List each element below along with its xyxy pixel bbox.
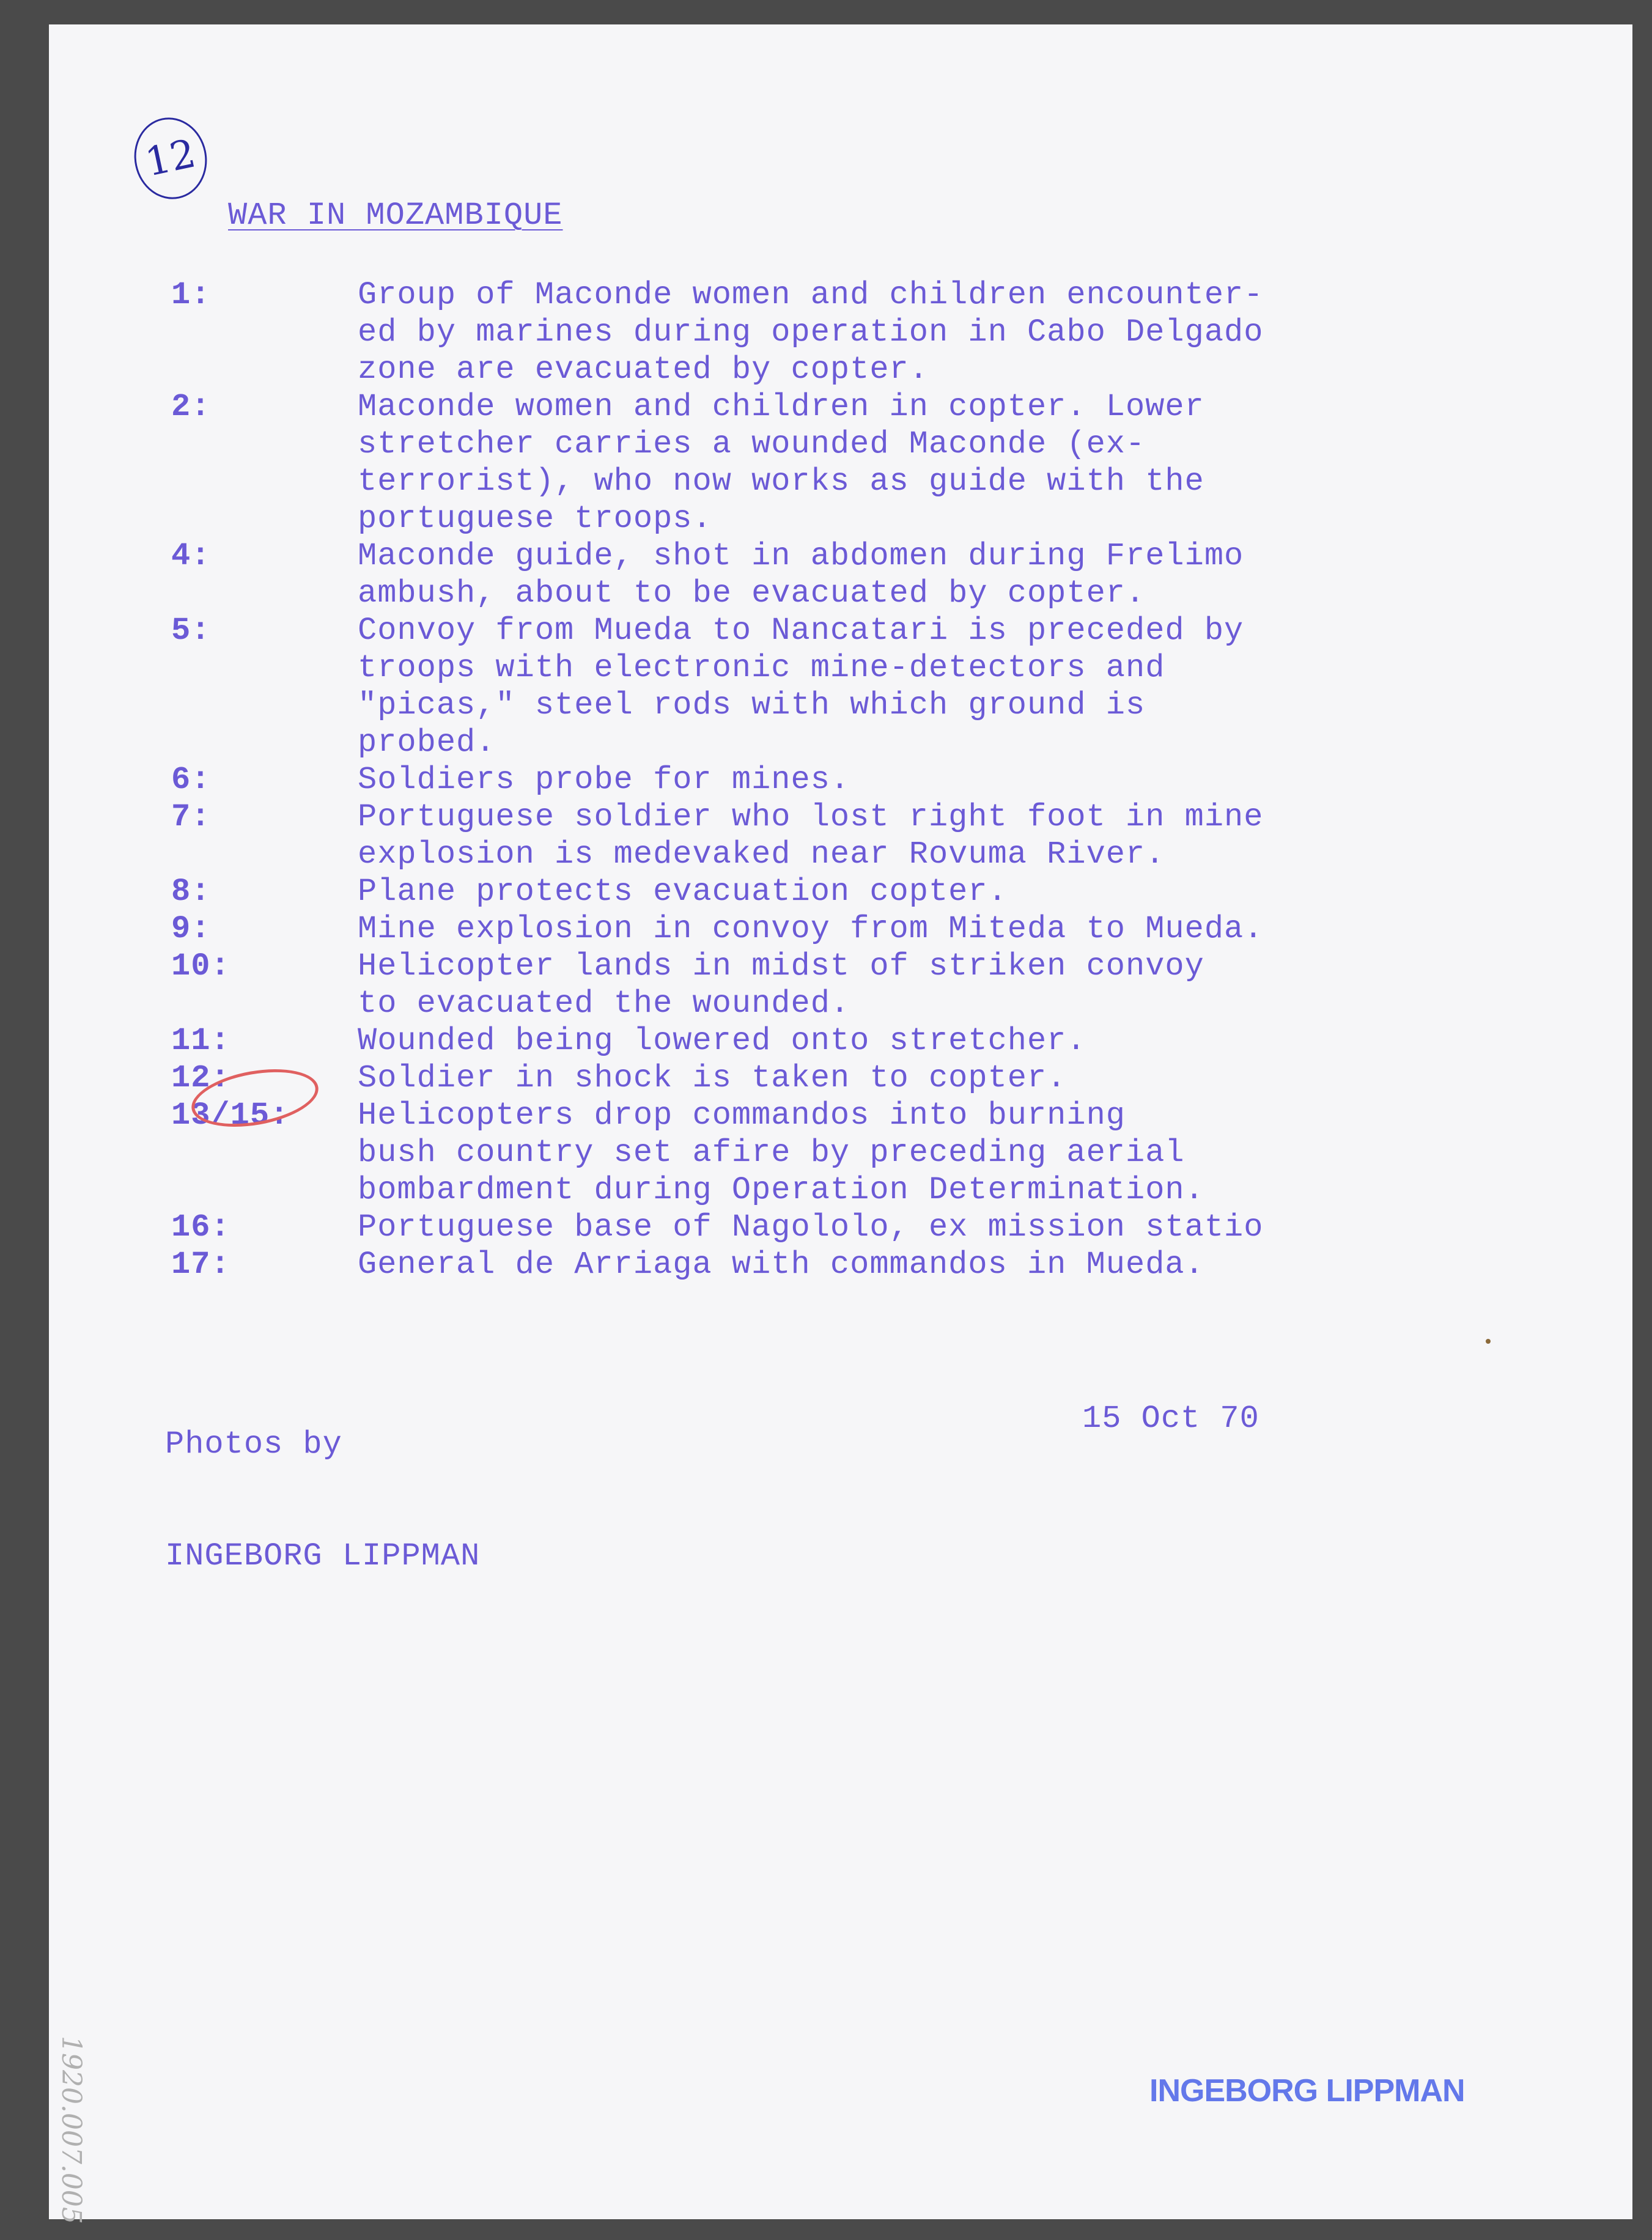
caption-line: probed.: [358, 724, 496, 761]
caption-number: 1:: [171, 277, 211, 313]
caption-line: bush country set afire by preceding aerial: [358, 1135, 1185, 1171]
caption-text: [358, 948, 1632, 1022]
page-number: 12: [127, 111, 214, 206]
caption-line: zone are evacuated by copter.: [358, 352, 929, 388]
caption-number: 12:: [171, 1060, 230, 1096]
caption-text: [358, 1022, 1632, 1059]
caption-line: troops with electronic mine-detectors and: [358, 650, 1165, 686]
caption-text: [358, 1097, 1632, 1209]
caption-list: [49, 276, 1632, 1283]
caption-number: 7:: [171, 799, 211, 835]
caption-entry: [49, 798, 1632, 873]
caption-line: Soldier in shock is taken to copter.: [358, 1060, 1067, 1096]
document-date: 15 Oct 70: [1082, 1401, 1259, 1437]
caption-line: to evacuated the wounded.: [358, 986, 850, 1022]
caption-line: Wounded being lowered onto stretcher.: [358, 1023, 1086, 1059]
caption-line: ed by marines during operation in Cabo Delgado: [358, 314, 1264, 350]
caption-line: Soldiers probe for mines.: [358, 762, 850, 798]
caption-number: 9:: [171, 911, 211, 947]
caption-line: General de Arriaga with commandos in Mueda.: [358, 1247, 1204, 1283]
caption-line: bombardment during Operation Determination.: [358, 1172, 1204, 1208]
caption-line: Mine explosion in convoy from Miteda to Mueda.: [358, 911, 1264, 947]
caption-line: Portuguese base of Nagololo, ex mission statio: [358, 1209, 1264, 1245]
caption-line: Maconde guide, shot in abdomen during Frelimo: [358, 538, 1244, 574]
caption-text: [358, 798, 1632, 873]
caption-text: [358, 1059, 1632, 1097]
caption-number: 8:: [171, 874, 211, 910]
caption-entry: [49, 761, 1632, 798]
caption-entry: [49, 948, 1632, 1022]
caption-number: 2:: [171, 389, 211, 425]
caption-number: 16:: [171, 1209, 230, 1245]
caption-number: 5:: [171, 613, 211, 649]
caption-line: Plane protects evacuation copter.: [358, 874, 1008, 910]
photographer-name: INGEBORG LIPPMAN: [165, 1538, 481, 1574]
caption-text: [358, 761, 1632, 798]
ink-speck: [1486, 1339, 1491, 1344]
photos-credit-label: Photos by: [165, 1426, 342, 1462]
caption-number: 6:: [171, 762, 211, 798]
caption-entry: [49, 1246, 1632, 1283]
caption-number: 11:: [171, 1023, 230, 1059]
caption-entry: [49, 388, 1632, 537]
caption-entry: [49, 873, 1632, 910]
caption-line: "picas," steel rods with which ground is: [358, 687, 1146, 723]
caption-text: [358, 873, 1632, 910]
caption-text: [358, 388, 1632, 537]
caption-number: 10:: [171, 948, 230, 984]
caption-entry: [49, 910, 1632, 948]
caption-entry: [49, 1209, 1632, 1246]
caption-entry: [49, 612, 1632, 761]
caption-number: 13/15:: [171, 1097, 290, 1133]
caption-line: portuguese troops.: [358, 501, 712, 537]
document-title: WAR IN MOZAMBIQUE: [228, 197, 563, 234]
caption-entry: [49, 276, 1632, 388]
caption-line: ambush, about to be evacuated by copter.: [358, 575, 1146, 611]
caption-entry: [49, 1022, 1632, 1059]
caption-number: 4:: [171, 538, 211, 574]
caption-entry: [49, 537, 1632, 612]
caption-line: Group of Maconde women and children encounter-: [358, 277, 1264, 313]
caption-line: stretcher carries a wounded Maconde (ex-: [358, 426, 1146, 462]
caption-text: [358, 910, 1632, 948]
caption-line: Portuguese soldier who lost right foot in mine: [358, 799, 1264, 835]
caption-line: Convoy from Mueda to Nancatari is preceded by: [358, 613, 1244, 649]
caption-line: Maconde women and children in copter. Lower: [358, 389, 1204, 425]
caption-line: terrorist), who now works as guide with the: [358, 463, 1204, 499]
archive-number: 1920.007.005: [56, 2036, 87, 2224]
caption-text: [358, 276, 1632, 388]
caption-text: [358, 1246, 1632, 1283]
caption-line: Helicopters drop commandos into burning: [358, 1097, 1126, 1133]
caption-line: Helicopter lands in midst of striken convoy: [358, 948, 1204, 984]
caption-text: [358, 537, 1632, 612]
caption-number: 17:: [171, 1247, 230, 1283]
caption-text: [358, 1209, 1632, 1246]
photos-credit: [165, 1351, 480, 1649]
photographer-stamp: INGEBORG LIPPMAN: [1149, 2073, 1465, 2109]
caption-text: [358, 612, 1632, 761]
document-sheet: [49, 24, 1632, 2224]
caption-line: explosion is medevaked near Rovuma River.: [358, 836, 1165, 872]
